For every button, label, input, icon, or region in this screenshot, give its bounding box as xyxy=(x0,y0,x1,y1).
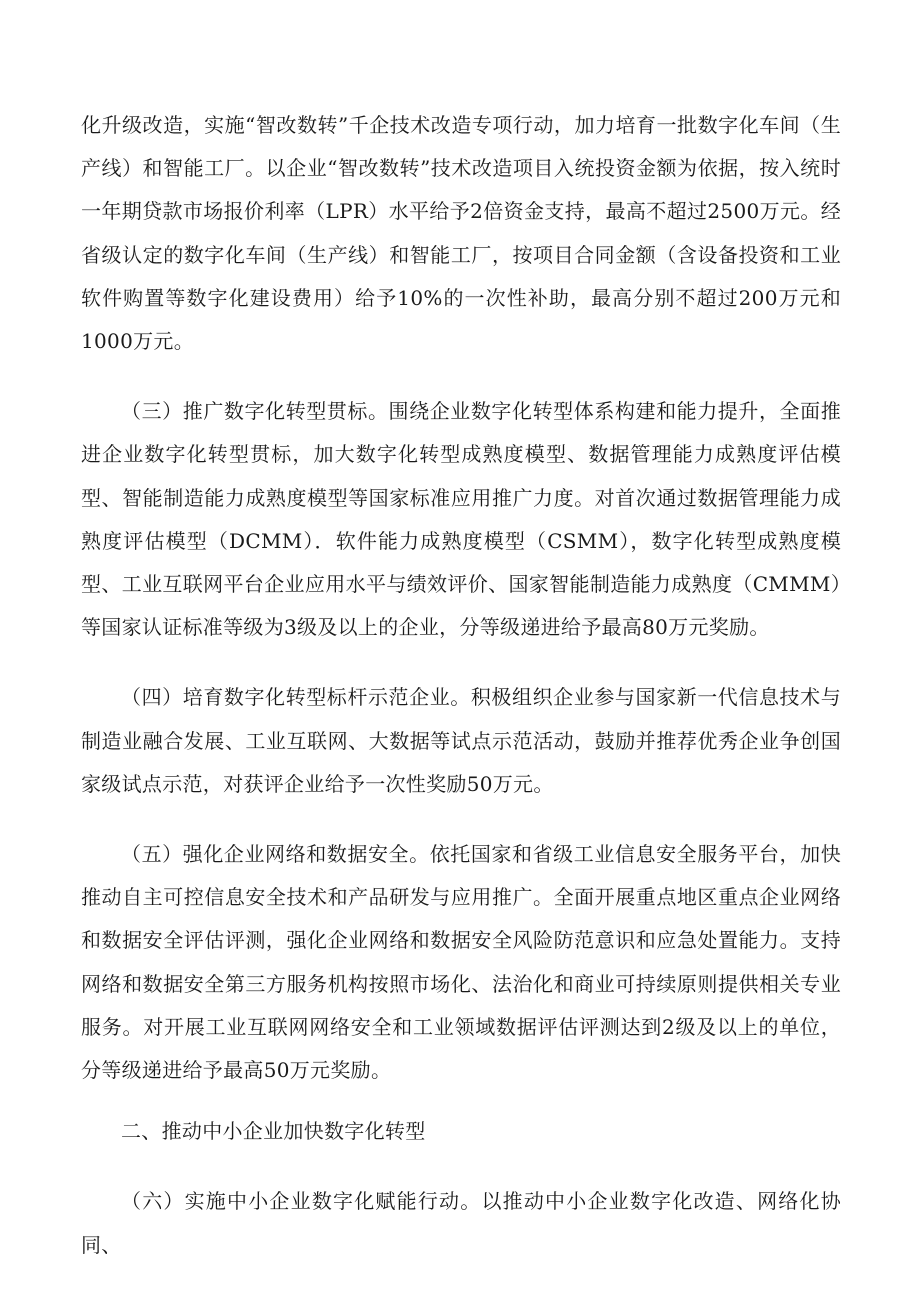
paragraph-section-6: （六）实施中小企业数字化赋能行动。以推动中小企业数字化改造、网络化协同、 xyxy=(81,1189,841,1257)
paragraph-section-3: （三）推广数字化转型贯标。围绕企业数字化转型体系构建和能力提升，全面推进企业数字化转型贯标，加大数字化转型成熟度模型、数据管理能力成熟度评估模型、智能制造能力成熟度模型等国家标准应用推广力度。对首次通过数据管理能力成熟度评估模型（DCMM）．软件能力成熟度模型（CSMM），数字化转型成熟度模型、工业互联网平台企业应用水平与绩效评价、国家智能制造能力成熟度（CMMM）等国家认证标准等级为3级及以上的企业，分等级递进给予最高80万元奖励。 xyxy=(81,399,841,640)
document-body xyxy=(81,104,841,1267)
paragraph-section-4: （四）培育数字化转型标杆示范企业。积极组织企业参与国家新一代信息技术与制造业融合发展、工业互联网、大数据等试点示范活动，鼓励并推荐优秀企业争创国家级试点示范，对获评企业给予一次性奖励50万元。 xyxy=(81,685,841,796)
section-heading-2: 二、推动中小企业加快数字化转型 xyxy=(121,1119,426,1144)
paragraph-continuation: 化升级改造，实施“智改数转”千企技术改造专项行动，加力培育一批数字化车间（生产线）和智能工厂。以企业“智改数转”技术改造项目入统投资金额为依据，按入统时一年期贷款市场报价利率（LPR）水平给予2倍资金支持，最高不超过2500万元。经省级认定的数字化车间（生产线）和智能工厂，按项目合同金额（含设备投资和工业软件购置等数字化建设费用）给予10%的一次性补助，最高分别不超过200万元和1000万元。 xyxy=(81,113,841,354)
paragraph-section-5: （五）强化企业网络和数据安全。依托国家和省级工业信息安全服务平台，加快推动自主可控信息安全技术和产品研发与应用推广。全面开展重点地区重点企业网络和数据安全评估评测，强化企业网络和数据安全风险防范意识和应急处置能力。支持网络和数据安全第三方服务机构按照市场化、法治化和商业可持续原则提供相关专业服务。对开展工业互联网网络安全和工业领域数据评估评测达到2级及以上的单位，分等级递进给予最高50万元奖励。 xyxy=(81,842,841,1083)
